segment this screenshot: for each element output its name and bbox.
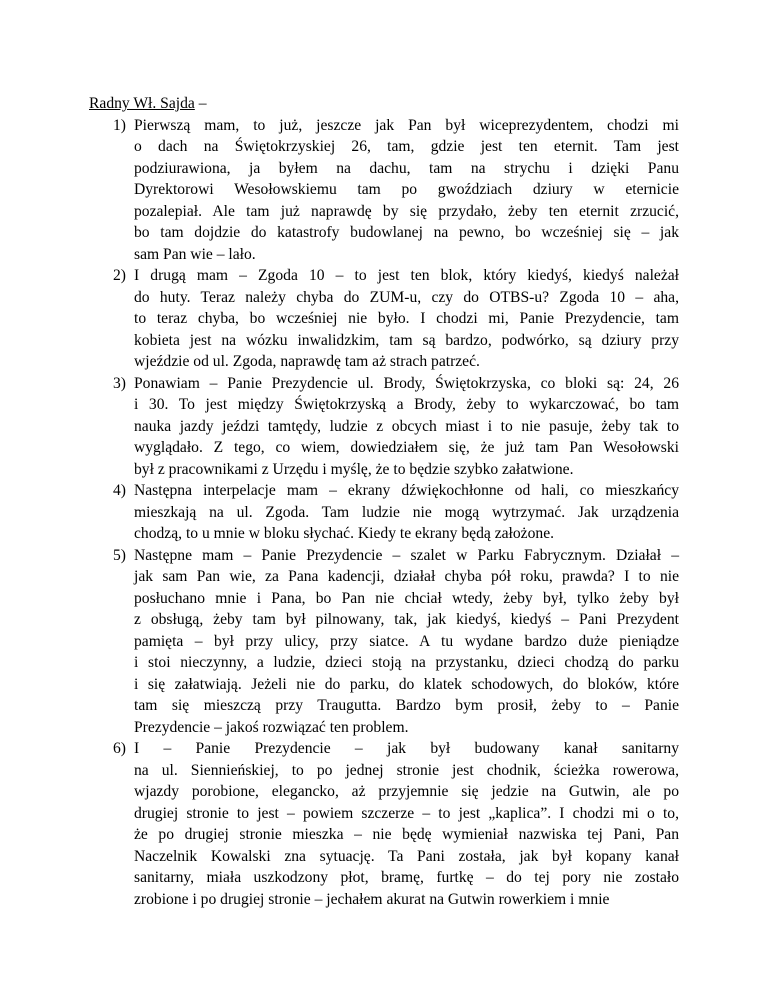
text-line: I – Panie Prezydencie – jak był budowany kanał sanitarny <box>134 740 679 757</box>
item-number: 6) <box>113 740 126 757</box>
text-line: sam Pan wie – lało. <box>134 245 256 263</box>
text-line: że po drugiej stronie mieszka – nie będę wymieniał nazwiska tej Pani, Pan <box>134 826 679 843</box>
text-line: Następna interpelacje mam – ekrany dźwiękochłonne od hali, co mieszkańcy <box>134 482 679 499</box>
item-text <box>134 480 679 545</box>
text-line: tam się mieszczą przy Traugutta. Bardzo bym prosił, żeby to – Panie <box>134 697 679 714</box>
item-text <box>134 115 679 266</box>
list-item <box>89 480 679 545</box>
text-line: i się załatwiają. Jeżeli nie do parku, do klatek schodowych, do bloków, które <box>134 675 679 693</box>
text-line: i 30. To jest między Świętokrzyską a Brody, żeby to wykarczować, bo tam <box>134 396 679 413</box>
item-number: 1) <box>113 116 126 134</box>
text-line: Ponawiam – Panie Prezydencie ul. Brody, Świętokrzyska, co bloki są: 24, 26 <box>134 374 679 392</box>
text-line: podziurawiona, ja byłem na dachu, tam na strychu i dzięki Panu <box>134 159 679 177</box>
list-item <box>89 115 679 266</box>
text-line: mieszkają na ul. Zgoda. Tam ludzie nie mogą wytrzymać. Jak urządzenia <box>134 503 679 521</box>
text-line: drugiej stronie to jest – powiem szczerze – to jest „kaplica”. I chodzi mi o to, <box>134 804 679 822</box>
text-line: wjeździe od ul. Zgoda, naprawdę tam aż strach patrzeć. <box>134 353 480 370</box>
speaker-name: Radny Wł. Sajda <box>89 95 195 112</box>
text-line: Prezydencie – jakoś rozwiązać ten problem. <box>134 718 409 736</box>
text-line: o dach na Świętokrzyskiej 26, tam, gdzie jest ten eternit. Tam jest <box>134 138 679 155</box>
text-line: był z pracownikami z Urzędu i myślę, że to będzie szybko załatwione. <box>134 460 574 478</box>
text-line: i stoi nieczynny, a ludzie, dzieci stoją na przystanku, dzieci chodzą do parku <box>134 654 679 671</box>
text-line: wjazdy porobione, elegancko, aż przyjemnie się jedzie na Gutwin, ale po <box>134 783 679 800</box>
list-item <box>89 265 679 373</box>
text-line: pozalepiał. Ale tam już naprawdę by się przydało, żeby ten eternit zrzucić, <box>134 202 679 220</box>
text-line: Pierwszą mam, to już, jeszcze jak Pan był wiceprezydentem, chodzi mi <box>134 116 679 134</box>
speaker-heading <box>89 93 207 115</box>
text-line: I drugą mam – Zgoda 10 – to jest ten blok, który kiedyś, kiedyś należał <box>134 267 679 284</box>
text-line: Naczelnik Kowalski zna sytuację. Ta Pani została, jak był kopany kanał <box>134 847 679 865</box>
interpellation-list <box>89 115 679 911</box>
text-line: nauka jazdy jeździ tamtędy, ludzie z obcych miast i to nie pasuje, żeby tak to <box>134 417 679 435</box>
item-number: 3) <box>113 374 126 392</box>
item-text <box>134 545 679 739</box>
item-number: 2) <box>113 267 126 284</box>
speaker-dash: – <box>194 95 207 112</box>
text-line: posłuchano mnie i Pana, bo Pan nie chciał wtedy, żeby był, tylko żeby był <box>134 589 679 607</box>
text-line: kobieta jest na wózku inwalidzkim, tam są bardzo, podwórko, są dziury przy <box>134 331 679 349</box>
text-line: Dyrektorowi Wesołowskiemu tam po gwoździach dziury w eternicie <box>134 181 679 198</box>
text-line: na ul. Siennieńskiej, to po jednej stronie jest chodnik, ścieżka rowerowa, <box>134 761 679 779</box>
text-line: do huty. Teraz należy chyba do ZUM-u, czy do OTBS-u? Zgoda 10 – aha, <box>134 288 679 306</box>
text-line: to teraz chyba, bo wcześniej nie było. I chodzi mi, Panie Prezydencie, tam <box>134 310 679 327</box>
text-line: zrobione i po drugiej stronie – jechałem akurat na Gutwin rowerkiem i mnie <box>134 890 610 908</box>
text-line: sanitarny, miała uszkodzony płot, bramę, furtkę – do tej pory nie zostało <box>134 869 679 886</box>
item-number: 5) <box>113 546 126 564</box>
item-text <box>134 738 679 910</box>
item-text <box>134 265 679 373</box>
text-line: jak sam Pan wie, za Pana kadencji, działał chyba pół roku, prawda? I to nie <box>134 568 679 585</box>
text-line: wyglądało. Z tego, co wiem, dowiedziałem się, że już tam Pan Wesołowski <box>134 439 679 456</box>
text-line: bo tam dojdzie do katastrofy budowlanej na pewno, bo wcześniej się – jak <box>134 224 679 241</box>
list-item <box>89 545 679 739</box>
text-line: z obsługą, żeby tam był pilnowany, tak, jak kiedyś, kiedyś – Pani Prezydent <box>134 611 679 628</box>
item-number: 4) <box>113 482 126 499</box>
list-item <box>89 738 679 910</box>
list-item <box>89 373 679 481</box>
text-line: chodzą, to u mnie w bloku słychać. Kiedy te ekrany będą założone. <box>134 525 555 542</box>
text-line: pamięta – był przy ulicy, przy siatce. A tu wydane bardzo duże pieniądze <box>134 632 679 650</box>
item-text <box>134 373 679 481</box>
text-line: Następne mam – Panie Prezydencie – szalet w Parku Fabrycznym. Działał – <box>134 546 679 564</box>
